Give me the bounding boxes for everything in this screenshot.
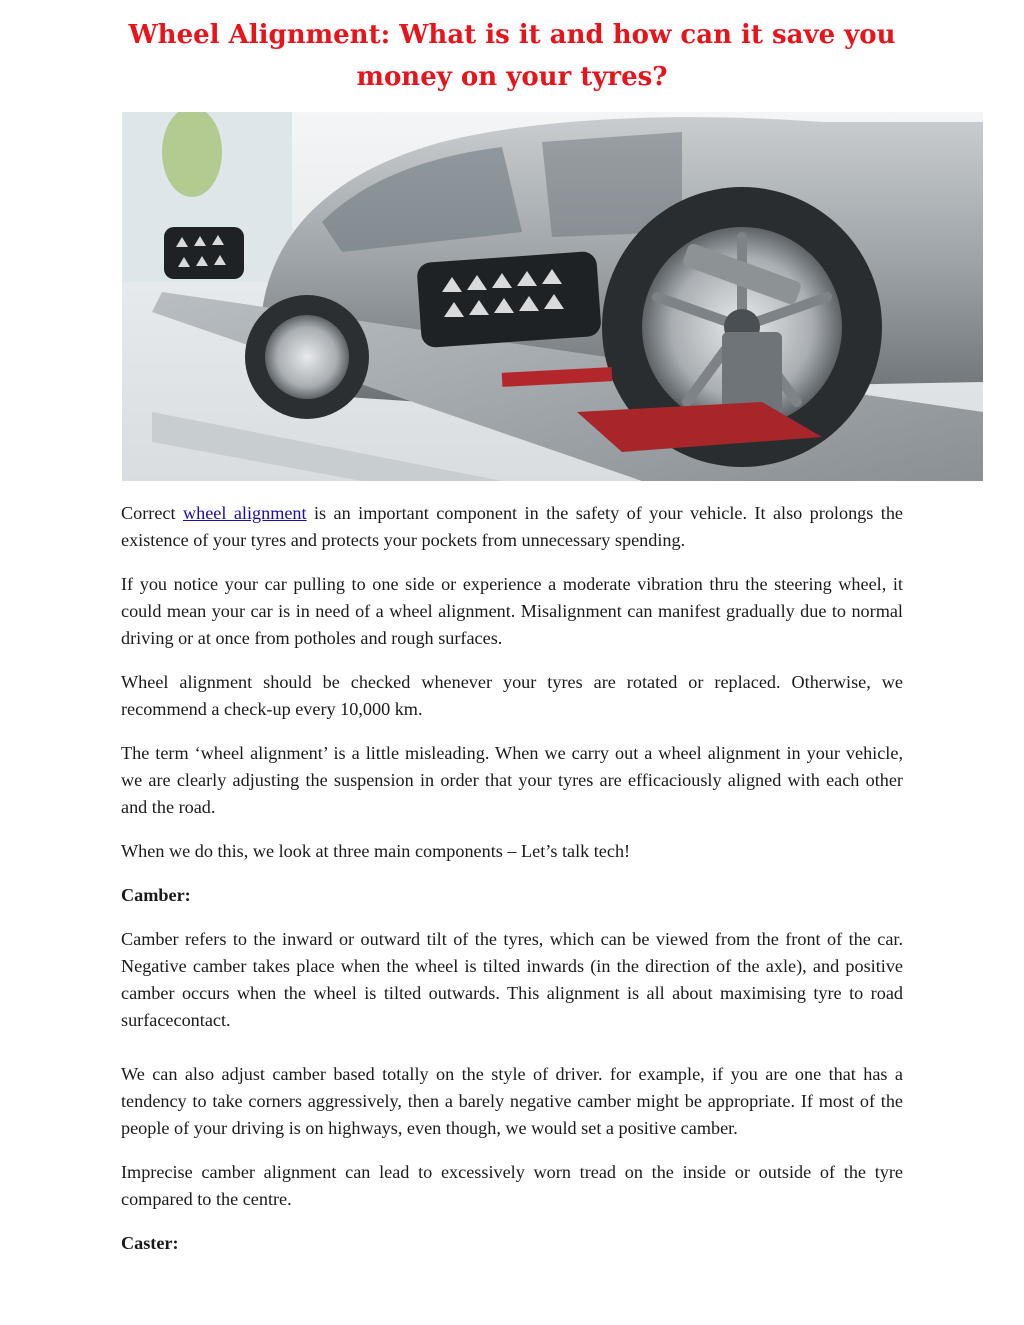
caster-heading: Caster:: [121, 1233, 179, 1253]
paragraph-checkup: Wheel alignment should be checked whenever your tyres are rotated or replaced. Otherwise, we recommend a check-up every 10,000 km.: [121, 672, 903, 719]
hero-image: [122, 112, 983, 481]
paragraph-text: is an important component in the safety of your vehicle. It also prolongs the existence of your tyres and protects your pockets from unnecessary spending.: [121, 503, 903, 550]
wheel-alignment-link[interactable]: wheel alignment: [182, 503, 307, 523]
camber-heading: Camber:: [121, 885, 191, 905]
article-body: [121, 500, 903, 1274]
car-wheel-alignment-photo-icon: [122, 112, 983, 481]
paragraph-camber-wear: Imprecise camber alignment can lead to excessively worn tread on the inside or outside of the tyre compared to the centre.: [121, 1162, 903, 1209]
paragraph-text: Correct: [121, 503, 183, 523]
page-title: Wheel Alignment: What is it and how can it save you money on your tyres?: [128, 20, 896, 92]
paragraph-intro: [121, 500, 903, 554]
paragraph-symptoms: If you notice your car pulling to one side or experience a moderate vibration thru the steering wheel, it could mean your car is in need of a wheel alignment. Misalignment can manifest gradually due to normal driving or at once from potholes and rough surfaces.: [121, 574, 903, 648]
paragraph-camber-driver: We can also adjust camber based totally on the style of driver. for example, if you are one that has a tendency to take corners aggressively, then a barely negative camber might be appropriate. If most of the people of your driving is on highways, even though, we would set a positive camber.: [121, 1064, 903, 1138]
paragraph-term: The term ‘wheel alignment’ is a little misleading. When we carry out a wheel alignment in your vehicle, we are clearly adjusting the suspension in order that your tyres are efficaciously aligned with each other and the road.: [121, 743, 903, 817]
paragraph-camber-definition: Camber refers to the inward or outward tilt of the tyres, which can be viewed from the front of the car. Negative camber takes place when the wheel is tilted inwards (in the direction of the axle), and positive camber occurs when the wheel is tilted outwards. This alignment is all about maximising tyre to road surfacecontact.: [121, 929, 903, 1030]
paragraph-components: When we do this, we look at three main components – Let’s talk tech!: [121, 841, 631, 861]
